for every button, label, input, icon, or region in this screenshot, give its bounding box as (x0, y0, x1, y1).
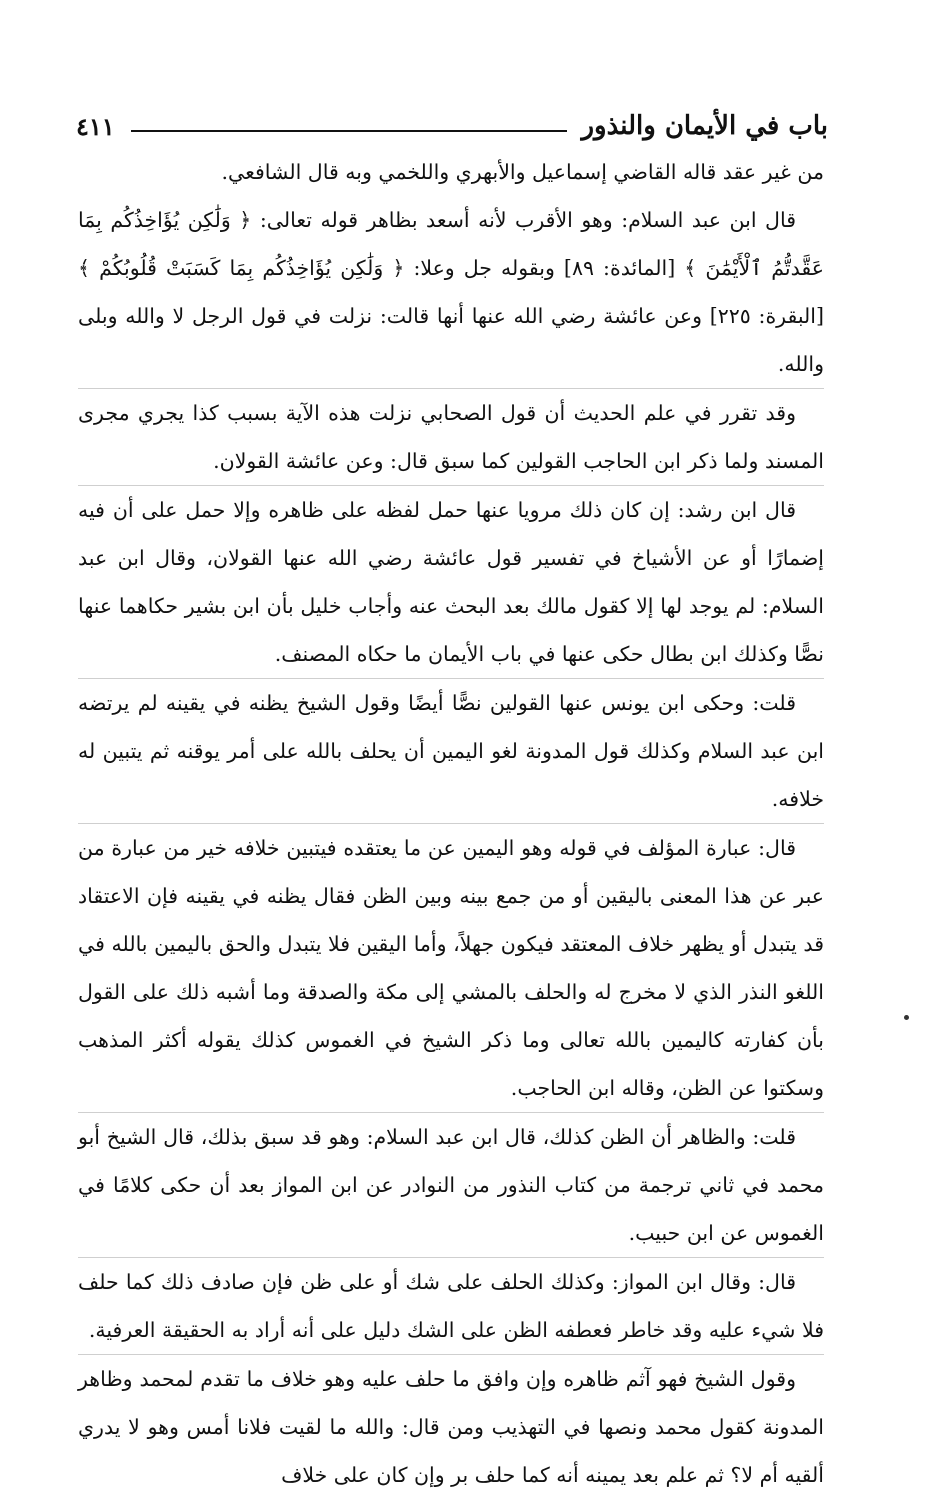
paragraph: وقد تقرر في علم الحديث أن قول الصحابي نزلت هذه الآية بسبب كذا يجري مجرى المسند ولما ذكر ابن الحاجب القولين كما سبق قال: وعن عائشة القولان. (78, 388, 824, 485)
paragraph: من غير عقد قاله القاضي إسماعيل والأبهري واللخمي وبه قال الشافعي. (221, 160, 824, 184)
paragraph: قال ابن عبد السلام: وهو الأقرب لأنه أسعد بظاهر قوله تعالى: ﴿ وَلَٰكِن يُؤَاخِذُكُم بِمَا عَقَّدتُّمُ ٱلْأَيْمَٰنَ ﴾ [المائدة: ٨٩] وبقوله جل وعلا: ﴿ وَلَٰكِن يُؤَاخِذُكُم بِمَا كَسَبَتْ قُلُوبُكُمْ ﴾ [البقرة: ٢٢٥] وعن عائشة رضي الله عنها أنها قالت: نزلت في قول الرجل لا والله وبلى والله. (78, 208, 824, 376)
paragraph: قلت: والظاهر أن الظن كذلك، قال ابن عبد السلام: وهو قد سبق بذلك، قال الشيخ أبو محمد في ثاني ترجمة من كتاب النذور من النوادر عن ابن المواز بعد أن حكى كلامًا في الغموس عن ابن حبيب. (78, 1112, 824, 1257)
running-header (72, 104, 828, 148)
page-number: ٤١١ (76, 111, 115, 141)
header-rule (131, 130, 568, 132)
chapter-title: باب في الأيمان والنذور (581, 111, 828, 141)
page-body (78, 148, 824, 1499)
paragraph: قال: عبارة المؤلف في قوله وهو اليمين عن ما يعتقده فيتبين خلافه خير من عبارة من عبر عن هذا المعنى باليقين أو من جمع بينه وبين الظن فقال يظنه في يقينه فإن الاعتقاد قد يتبدل أو يظهر خلاف المعتقد فيكون جهلاً، وأما اليقين فلا يتبدل والحق باليمين بالله في اللغو النذر الذي لا مخرج له والحلف بالمشي إلى مكة والصدقة وما أشبه ذلك على القول بأن كفارته كاليمين بالله تعالى وما ذكر الشيخ في الغموس كذلك يقوله أكثر المذهب وسكتوا عن الظن، وقاله ابن الحاجب. (78, 823, 824, 1112)
paragraph: قال ابن رشد: إن كان ذلك مرويا عنها حمل لفظه على ظاهره وإلا حمل على أن فيه إضمارًا أو عن الأشياخ في تفسير قول عائشة رضي الله عنها القولان، وقال ابن عبد السلام: لم يوجد لها إلا كقول مالك بعد البحث عنه وأجاب خليل بأن ابن بشير حكاهما عنها نصًّا وكذلك ابن بطال حكى عنها في باب الأيمان ما حكاه المصنف. (78, 485, 824, 678)
paragraph: وقول الشيخ فهو آثم ظاهره وإن وافق ما حلف عليه وهو خلاف ما تقدم لمحمد وظاهر المدونة كقول محمد ونصها في التهذيب ومن قال: والله ما لقيت فلانا أمس وهو لا يدري ألقيه أم لا؟ ثم علم بعد يمينه أنه كما حلف بر وإن كان على خلاف (78, 1354, 824, 1499)
margin-speck (904, 1015, 909, 1020)
paragraph: قال: وقال ابن المواز: وكذلك الحلف على شك أو على ظن فإن صادف ذلك كما حلف فلا شيء عليه وقد خاطر فعطفه الظن على الشك دليل على أنه أراد به الحقيقة العرفية. (78, 1257, 824, 1354)
paragraph: قلت: وحكى ابن يونس عنها القولين نصًّا أيضًا وقول الشيخ يظنه في يقينه لم يرتضه ابن عبد السلام وكذلك قول المدونة لغو اليمين أن يحلف بالله على أمر يوقنه ثم يتبين له خلافه. (78, 678, 824, 823)
